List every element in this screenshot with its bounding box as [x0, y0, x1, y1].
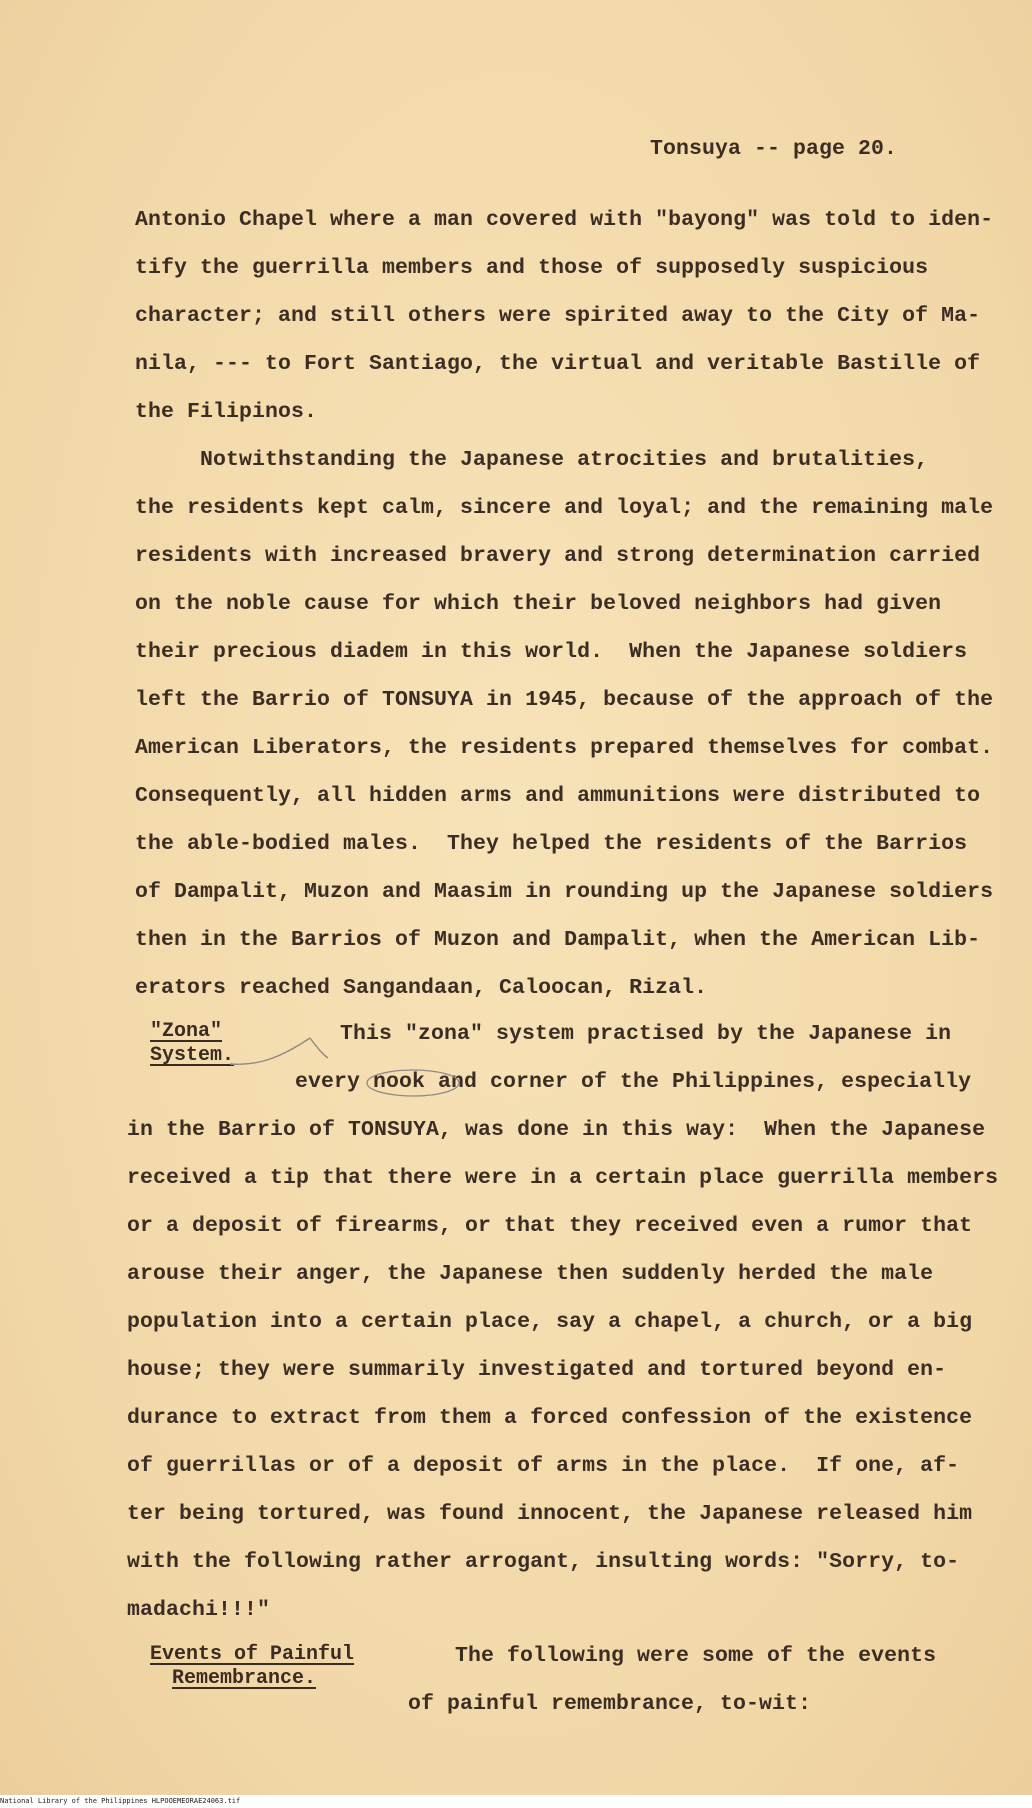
side-heading-system: System. — [150, 1044, 235, 1067]
text-line: in the Barrio of TONSUYA, was done in this way: When the Japanese — [127, 1118, 986, 1142]
text-line: Consequently, all hidden arms and ammunitions were distributed to — [135, 784, 981, 808]
text-line: American Liberators, the residents prepared themselves for combat. — [135, 736, 994, 760]
text-line: the Filipinos. — [135, 400, 318, 424]
text-line: every nook and corner of the Philippines, especially — [295, 1070, 972, 1094]
text-line: erators reached Sangandaan, Caloocan, Rizal. — [135, 976, 708, 1000]
text-line: of guerrillas or of a deposit of arms in the place. If one, af- — [127, 1454, 960, 1478]
text-line: durance to extract from them a forced confession of the existence — [127, 1406, 973, 1430]
text-line: Notwithstanding the Japanese atrocities and brutalities, — [135, 448, 929, 472]
text-line: Antonio Chapel where a man covered with "bayong" was told to iden- — [135, 208, 994, 232]
text-line: ter being tortured, was found innocent, the Japanese released him — [127, 1502, 973, 1526]
text-line: character; and still others were spirited away to the City of Ma- — [135, 304, 981, 328]
text-line: The following were some of the events — [455, 1644, 937, 1668]
text-line: This "zona" system practised by the Japanese in — [340, 1022, 952, 1046]
text-line: population into a certain place, say a chapel, a church, or a big — [127, 1310, 973, 1334]
text-line: of painful remembrance, to-wit: — [408, 1692, 812, 1716]
text-line: the residents kept calm, sincere and loyal; and the remaining male — [135, 496, 994, 520]
pencil-caret-mark — [228, 1030, 478, 1100]
text-line: of Dampalit, Muzon and Maasim in rounding up the Japanese soldiers — [135, 880, 994, 904]
text-line: or a deposit of firearms, or that they received even a rumor that — [127, 1214, 973, 1238]
text-line: with the following rather arrogant, insulting words: "Sorry, to- — [127, 1550, 960, 1574]
text-line: house; they were summarily investigated and tortured beyond en- — [127, 1358, 947, 1382]
text-line: left the Barrio of TONSUYA in 1945, because of the approach of the — [135, 688, 994, 712]
text-line: tify the guerrilla members and those of supposedly suspicious — [135, 256, 929, 280]
text-line: arouse their anger, the Japanese then suddenly herded the male — [127, 1262, 934, 1286]
text-line: then in the Barrios of Muzon and Dampalit, when the American Lib- — [135, 928, 981, 952]
side-heading-remembrance: Remembrance. — [172, 1667, 317, 1690]
text-line: on the noble cause for which their beloved neighbors had given — [135, 592, 942, 616]
scan-footer: National Library of the Philippines HLPOOEMEORAE24063.tif — [0, 1795, 1032, 1808]
text-line: residents with increased bravery and strong determination carried — [135, 544, 981, 568]
side-heading-zona: "Zona" — [150, 1020, 223, 1043]
text-line: madachi!!!" — [127, 1598, 271, 1622]
text-line: received a tip that there were in a certain place guerrilla members — [127, 1166, 999, 1190]
text-line: their precious diadem in this world. When the Japanese soldiers — [135, 640, 968, 664]
text-line: the able-bodied males. They helped the residents of the Barrios — [135, 832, 968, 856]
side-heading-events: Events of Painful — [150, 1643, 355, 1666]
text-line: nila, --- to Fort Santiago, the virtual and veritable Bastille of — [135, 352, 981, 376]
page-header: Tonsuya -- page 20. — [650, 137, 898, 161]
